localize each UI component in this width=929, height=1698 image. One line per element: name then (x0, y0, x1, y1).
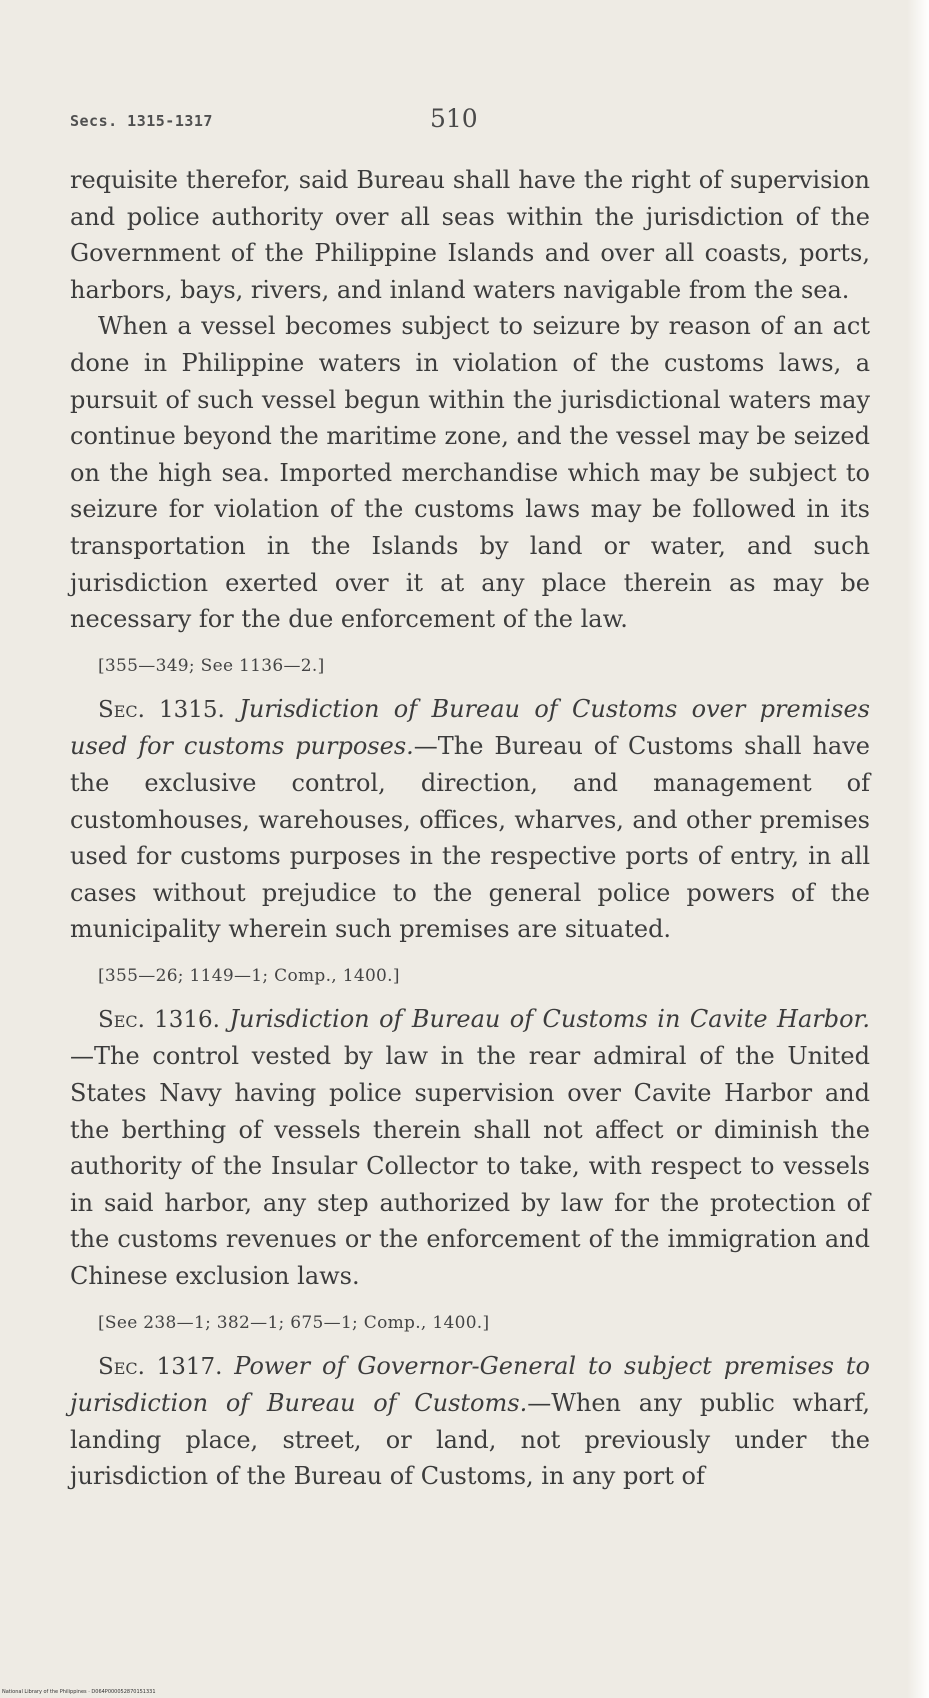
citation: [355—26; 1149—1; Comp., 1400.] (98, 965, 400, 986)
section-label: Sec. 1315. (98, 696, 225, 723)
section-text: —The control vested by law in the rear admiral of the United States Navy having police supervision over Cavite Harbor and the berthing of vessels therein shall not affect or diminish the authority of the Insular Collector to take, with respect to vessels in said harbor, any step authorized by law for the protection of the customs revenues or the enforcement of the immigration and Chinese exclusion laws. (70, 1042, 870, 1291)
section-text: —The Bureau of Customs shall have the exclusive control, direction, and management of customhouses, warehouses, offices, wharves, and other premises used for customs purposes in the respective ports of entry, in all cases without prejudice to the general police powers of the municipality wherein such premises are situated. (70, 732, 870, 944)
body-text (70, 162, 870, 1495)
section-label: Sec. 1316. (98, 1006, 220, 1033)
section-heading: Jurisdiction of Bureau of Customs over premises used for customs purposes. (70, 694, 870, 761)
section-1315 (70, 691, 870, 948)
section-1316 (70, 1001, 870, 1295)
section-heading: Jurisdiction of Bureau of Customs in Cavite Harbor. (229, 1004, 870, 1033)
section-text: —When any public wharf, landing place, street, or land, not previously under the jurisdiction of the Bureau of Customs, in any port of (70, 1389, 870, 1491)
section-1317 (70, 1348, 870, 1495)
section-heading: Power of Governor-General to subject premises to jurisdiction of Bureau of Customs. (70, 1351, 870, 1418)
section-label: Sec. 1317. (98, 1353, 223, 1380)
scan-credit: National Library of the Philippines · D064P000052870151331 (2, 1689, 156, 1695)
page-number: 510 (430, 104, 478, 133)
running-head (70, 104, 870, 138)
vessel-seizure-paragraph: When a vessel becomes subject to seizure by reason of an act done in Philippine waters in violation of the customs laws, a pursuit of such vessel begun within the jurisdictional waters may continue beyond the maritime zone, and the vessel may be seized on the high sea. Imported merchandise which may be subject to seizure for violation of the customs laws may be followed in its transportation in the Islands by land or water, and such jurisdiction exerted over it at any place therein as may be necessary for the due enforcement of the law. (70, 312, 870, 634)
continued-paragraph: requisite therefor, said Bureau shall have the right of supervision and police authority over all seas within the jurisdiction of the Government of the Philippine Islands and over all coasts, ports, harbors, bays, rivers, and inland waters navigable from the sea. (70, 166, 870, 304)
citation: [355—349; See 1136—2.] (98, 655, 325, 676)
section-range: Secs. 1315-1317 (70, 112, 213, 130)
citation: [See 238—1; 382—1; 675—1; Comp., 1400.] (98, 1312, 490, 1333)
